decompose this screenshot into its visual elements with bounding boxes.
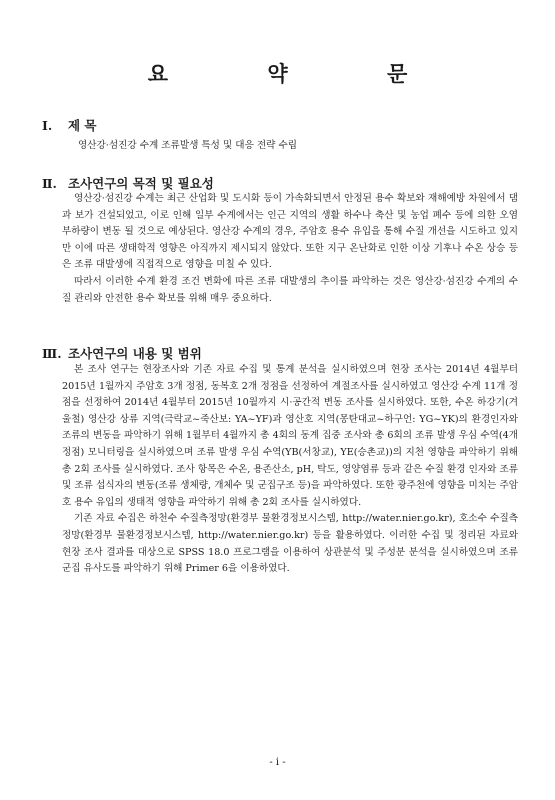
section-3-number: Ⅲ.	[42, 346, 62, 361]
section-3-paragraph-2: 기존 자료 수집은 하천수 수질측정망(환경부 물환경정보시스템, http://water.nier.go.kr), 호소수 수질측정망(환경부 물환경정보시스템, http://water.nier.go.kr) 등을 활용하였다. 이러한 수집 및 정리된 자료와 현장 조사 결과를 대상으로 SPSS 18.0 프로그램을 이용하여 상관분석 및 주성분 분석을 실시하였으며 조류 군집 유사도를 파악하기 위해 Primer 6을 이용하였다.	[62, 513, 518, 575]
section-1-number: Ⅰ.	[42, 118, 53, 133]
section-3-body	[62, 362, 518, 578]
section-2-paragraph-1: 영산강·섬진강 수계는 최근 산업화 및 도시화 등이 가속화되면서 안정된 용수 확보와 재해예방 차원에서 댐과 보가 건설되었고, 이로 인해 일부 수계에서는 인근 지역의 생활 하수나 축산 및 농업 폐수 등에 의한 오염 부하량이 변동 될 것으로 예상된다. 영산강 수계의 경우, 주암호 용수 유입을 통해 수질 개선을 시도하고 있지만 이에 따른 생태학적 영향은 아직까지 제시되지 않았다. 또한 지구 온난화로 인한 이상 기후나 수온 상승 등은 조류 대발생에 직접적으로 영향을 미칠 수 있다.	[62, 193, 518, 271]
section-3-paragraph-1: 본 조사 연구는 현장조사와 기존 자료 수집 및 통계 분석을 실시하였으며 현장 조사는 2014년 4월부터 2015년 1월까지 주암호 3개 정점, 동복호 2개 정점을 선정하여 계절조사를 실시하였고 영산강 수계 11개 정점을 선정하여 2014년 4월부터 2015년 10월까지 시·공간적 변동 조사를 실시하였다. 또한, 수온 하강기(겨울철) 영산강 상류 지역(극락교~죽산보: YA~YF)과 영산호 지역(몽탄대교~하구언: YG~YK)의 환경인자와 조류의 변동을 파악하기 위해 1월부터 4월까지 총 4회의 동계 집중 조사와 총 6회의 조류 발생 우심 수역(4개 정점) 모니터링을 실시하였으며 조류 발생 우심 수역(YB(서창교), YE(승촌교))의 지천 영향을 파악하기 위해 총 2회 조사를 실시하였다. 조사 항목은 수온, 용존산소, pH, 탁도, 영양염류 등과 같은 수질 환경 인자와 조류 및 조류 섭식자의 변동(조류 생체량, 개체수 및 군집구조 등)을 파악하였다. 또한 광주천에 영향을 미치는 주암호 용수 유입의 생태적 영향을 파악하기 위해 총 2회 조사를 실시하였다.	[62, 364, 518, 508]
section-2-paragraph-2: 따라서 이러한 수계 환경 조건 변화에 따른 조류 대발생의 추이를 파악하는 것은 영산강·섬진강 수계의 수질 관리와 안전한 용수 확보를 위해 매우 중요하다.	[62, 275, 518, 304]
section-2-number: Ⅱ.	[42, 176, 57, 191]
page-number: - i -	[269, 757, 286, 768]
section-3-title: 조사연구의 내용 및 범위	[68, 346, 202, 361]
section-1-title: 제 목	[68, 118, 97, 133]
section-3-heading	[42, 344, 202, 362]
section-2-title: 조사연구의 목적 및 필요성	[68, 176, 214, 191]
page-title: 요 약 문	[147, 61, 454, 86]
section-2-heading	[42, 174, 214, 192]
section-2-body	[62, 191, 518, 307]
report-title-text: 영산강·섬진강 수계 조류발생 특성 및 대응 전략 수립	[78, 140, 298, 151]
section-1-heading	[42, 116, 97, 134]
